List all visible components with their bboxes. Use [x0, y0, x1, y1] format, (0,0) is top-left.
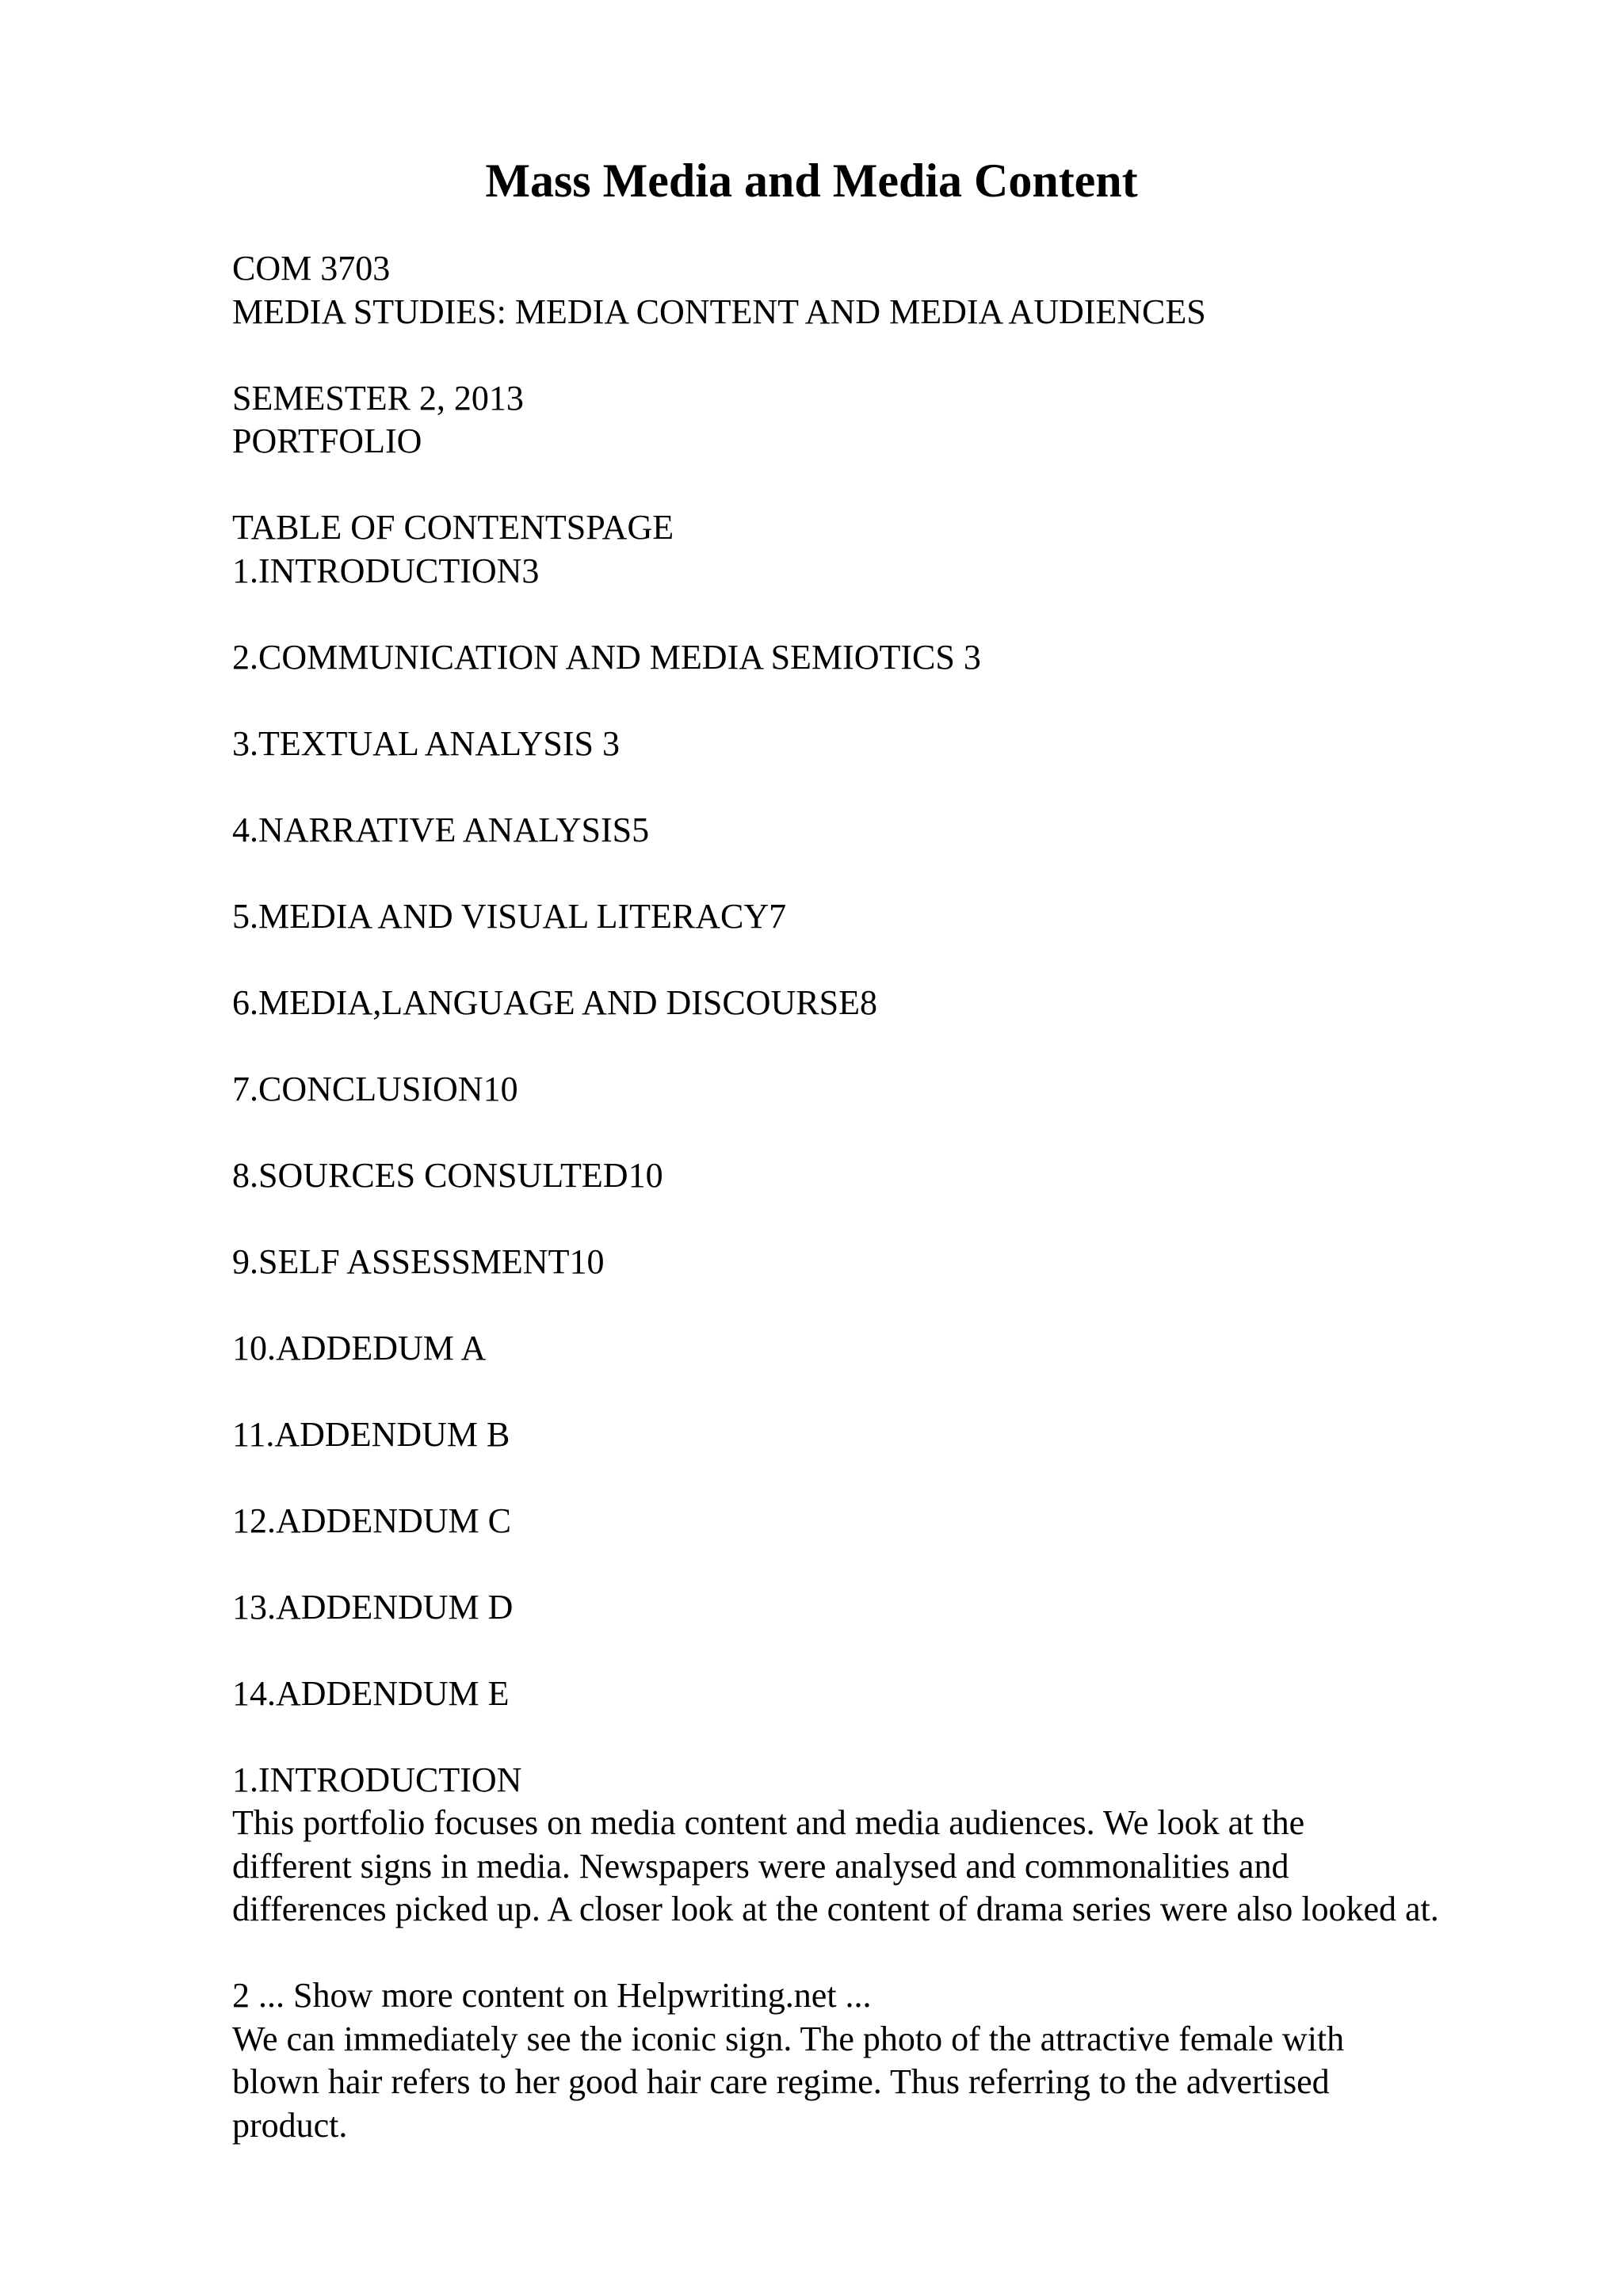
portfolio-label: PORTFOLIO [232, 421, 422, 460]
paragraph-line: blown hair refers to her good hair care regime. Thus referring to the advertised [232, 2062, 1330, 2101]
toc-item: 8.SOURCES CONSULTED10 [232, 1155, 663, 1195]
course-code: COM 3703 [232, 249, 391, 288]
document-title: Mass Media and Media Content [485, 154, 1138, 207]
toc-item: 9.SELF ASSESSMENT10 [232, 1241, 605, 1281]
semester: SEMESTER 2, 2013 [232, 378, 524, 418]
toc-item: 14.ADDENDUM E [232, 1673, 510, 1713]
introduction-paragraph [232, 1802, 1579, 1932]
toc-item: 13.ADDENDUM D [232, 1587, 514, 1627]
paragraph-line: This portfolio focuses on media content and media audiences. We look at the [232, 1803, 1305, 1842]
show-more-notice: 2 ... Show more content on Helpwriting.net ... [232, 1976, 872, 2015]
toc-item: 7.CONCLUSION10 [232, 1069, 518, 1108]
toc-item: 10.ADDEDUM A [232, 1328, 487, 1367]
toc-heading: TABLE OF CONTENTSPAGE [232, 508, 674, 547]
document-body [232, 247, 1579, 2147]
introduction-heading: 1.INTRODUCTION [232, 1760, 522, 1799]
toc-item: 5.MEDIA AND VISUAL LITERACY7 [232, 896, 787, 936]
paragraph-line: differences picked up. A closer look at the content of drama series were also looked at. [232, 1890, 1439, 1928]
toc-item: 2.COMMUNICATION AND MEDIA SEMIOTICS 3 [232, 637, 981, 677]
toc-item: 4.NARRATIVE ANALYSIS5 [232, 810, 650, 849]
course-name: MEDIA STUDIES: MEDIA CONTENT AND MEDIA AUDIENCES [232, 292, 1206, 331]
toc-item: 3.TEXTUAL ANALYSIS 3 [232, 723, 620, 763]
toc-item: 6.MEDIA,LANGUAGE AND DISCOURSE8 [232, 982, 877, 1022]
paragraph-line: We can immediately see the iconic sign. The photo of the attractive female with [232, 2019, 1345, 2058]
excerpt-paragraph [232, 2018, 1579, 2148]
toc-item: 11.ADDENDUM B [232, 1414, 510, 1454]
toc-item: 12.ADDENDUM C [232, 1501, 511, 1540]
paragraph-line: different signs in media. Newspapers were analysed and commonalities and [232, 1846, 1289, 1886]
paragraph-line: product. [232, 2105, 348, 2145]
toc-item: 1.INTRODUCTION3 [232, 551, 540, 590]
